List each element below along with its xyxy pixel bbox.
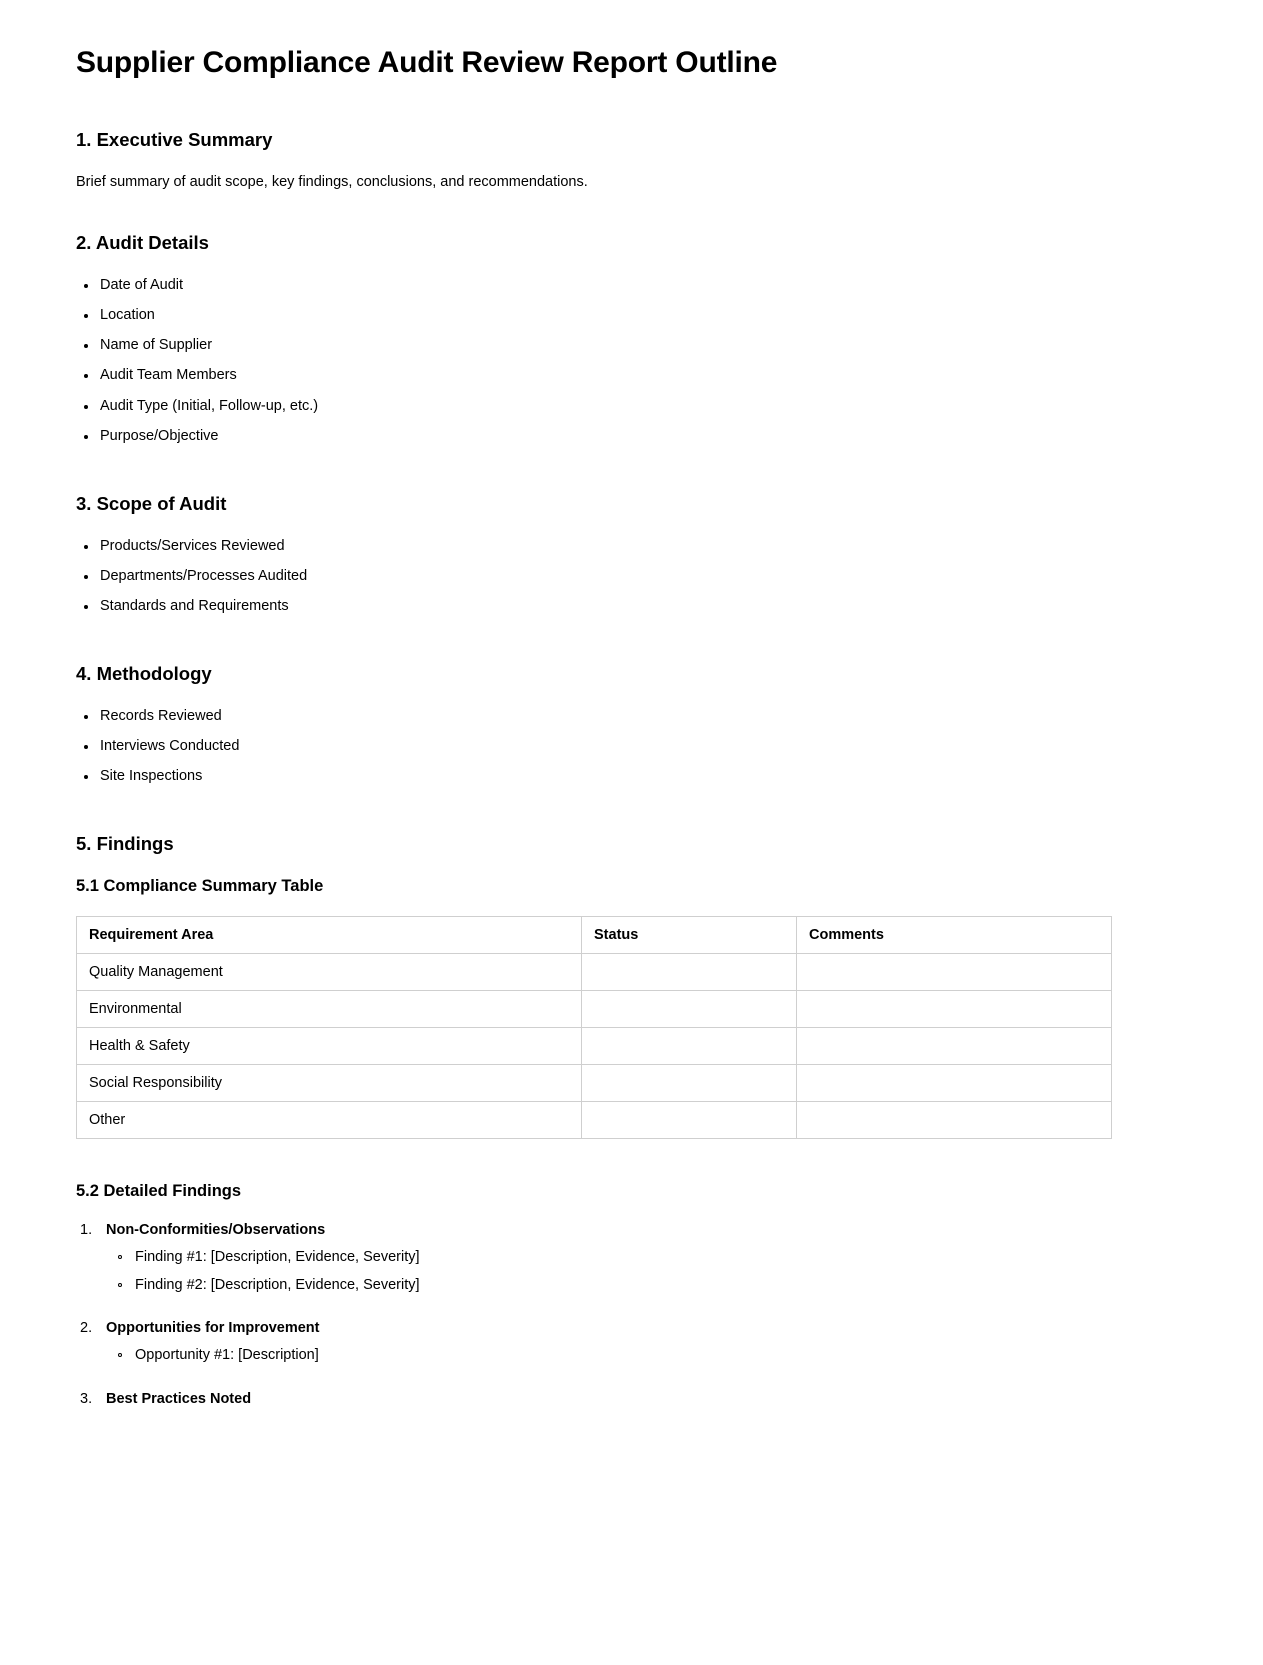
finding-group-non-conformities (76, 1220, 1113, 1296)
list-item: Audit Team Members (76, 365, 1113, 387)
cell-comments[interactable] (797, 990, 1112, 1027)
cell-requirement-area: Environmental (77, 990, 582, 1027)
section-methodology (76, 662, 1113, 788)
section-audit-details (76, 231, 1113, 448)
section-heading-findings: 5. Findings (76, 833, 174, 855)
finding-group-opportunities (76, 1318, 1113, 1367)
column-header-requirement-area: Requirement Area (77, 916, 582, 953)
section-heading-methodology: 4. Methodology (76, 662, 212, 684)
compliance-summary-table-wrapper (76, 916, 1113, 1139)
page-title: Supplier Compliance Audit Review Report Outline (76, 46, 778, 79)
list-item: Standards and Requirements (76, 596, 1113, 618)
cell-requirement-area: Health & Safety (77, 1027, 582, 1064)
table-row (77, 990, 1112, 1027)
list-item: Audit Type (Initial, Follow-up, etc.) (76, 396, 1113, 418)
table-body (77, 953, 1112, 1138)
cell-status[interactable] (582, 1027, 797, 1064)
list-item: Opportunity #1: [Description] (106, 1345, 1113, 1367)
section-heading-scope-of-audit: 3. Scope of Audit (76, 492, 227, 514)
cell-status[interactable] (582, 1064, 797, 1101)
column-header-comments: Comments (797, 916, 1112, 953)
list-item: Records Reviewed (76, 706, 1113, 728)
list-item: Products/Services Reviewed (76, 536, 1113, 558)
list-item: Interviews Conducted (76, 736, 1113, 758)
cell-status[interactable] (582, 990, 797, 1027)
methodology-list (76, 706, 1113, 788)
list-item: Date of Audit (76, 275, 1113, 297)
finding-group-label: Non-Conformities/Observations (106, 1222, 326, 1239)
list-item: Name of Supplier (76, 335, 1113, 357)
cell-requirement-area: Other (77, 1101, 582, 1138)
audit-details-list (76, 275, 1113, 448)
subsection-heading-compliance-summary-table: 5.1 Compliance Summary Table (76, 877, 324, 896)
table-head (77, 916, 1112, 953)
cell-comments[interactable] (797, 1064, 1112, 1101)
list-item: Site Inspections (76, 766, 1113, 788)
cell-requirement-area: Quality Management (77, 953, 582, 990)
list-item: Finding #2: [Description, Evidence, Severity] (106, 1275, 1113, 1297)
finding-group-best-practices (76, 1389, 1113, 1411)
section-executive-summary (76, 128, 1113, 193)
finding-group-label: Opportunities for Improvement (106, 1320, 320, 1337)
finding-group-label: Best Practices Noted (106, 1390, 252, 1407)
list-item: Location (76, 305, 1113, 327)
column-header-status: Status (582, 916, 797, 953)
subsection-heading-detailed-findings: 5.2 Detailed Findings (76, 1181, 242, 1200)
compliance-summary-table (76, 916, 1112, 1139)
finding-sub-list (106, 1247, 1113, 1297)
section-heading-executive-summary: 1. Executive Summary (76, 128, 273, 150)
executive-summary-text: Brief summary of audit scope, key findings, conclusions, and recommendations. (76, 173, 588, 190)
list-item: Purpose/Objective (76, 426, 1113, 448)
cell-comments[interactable] (797, 1101, 1112, 1138)
cell-comments[interactable] (797, 953, 1112, 990)
list-item: Finding #1: [Description, Evidence, Severity] (106, 1247, 1113, 1269)
section-findings (76, 832, 1113, 1410)
cell-requirement-area: Social Responsibility (77, 1064, 582, 1101)
table-row (77, 1064, 1112, 1101)
table-row (77, 1101, 1112, 1138)
cell-status[interactable] (582, 1101, 797, 1138)
finding-sub-list (106, 1345, 1113, 1367)
detailed-findings-list (76, 1220, 1113, 1411)
table-row (77, 953, 1112, 990)
cell-comments[interactable] (797, 1027, 1112, 1064)
table-row (77, 1027, 1112, 1064)
section-heading-audit-details: 2. Audit Details (76, 231, 209, 253)
section-scope-of-audit (76, 492, 1113, 618)
scope-of-audit-list (76, 536, 1113, 618)
table-header-row (77, 916, 1112, 953)
list-item: Departments/Processes Audited (76, 566, 1113, 588)
cell-status[interactable] (582, 953, 797, 990)
